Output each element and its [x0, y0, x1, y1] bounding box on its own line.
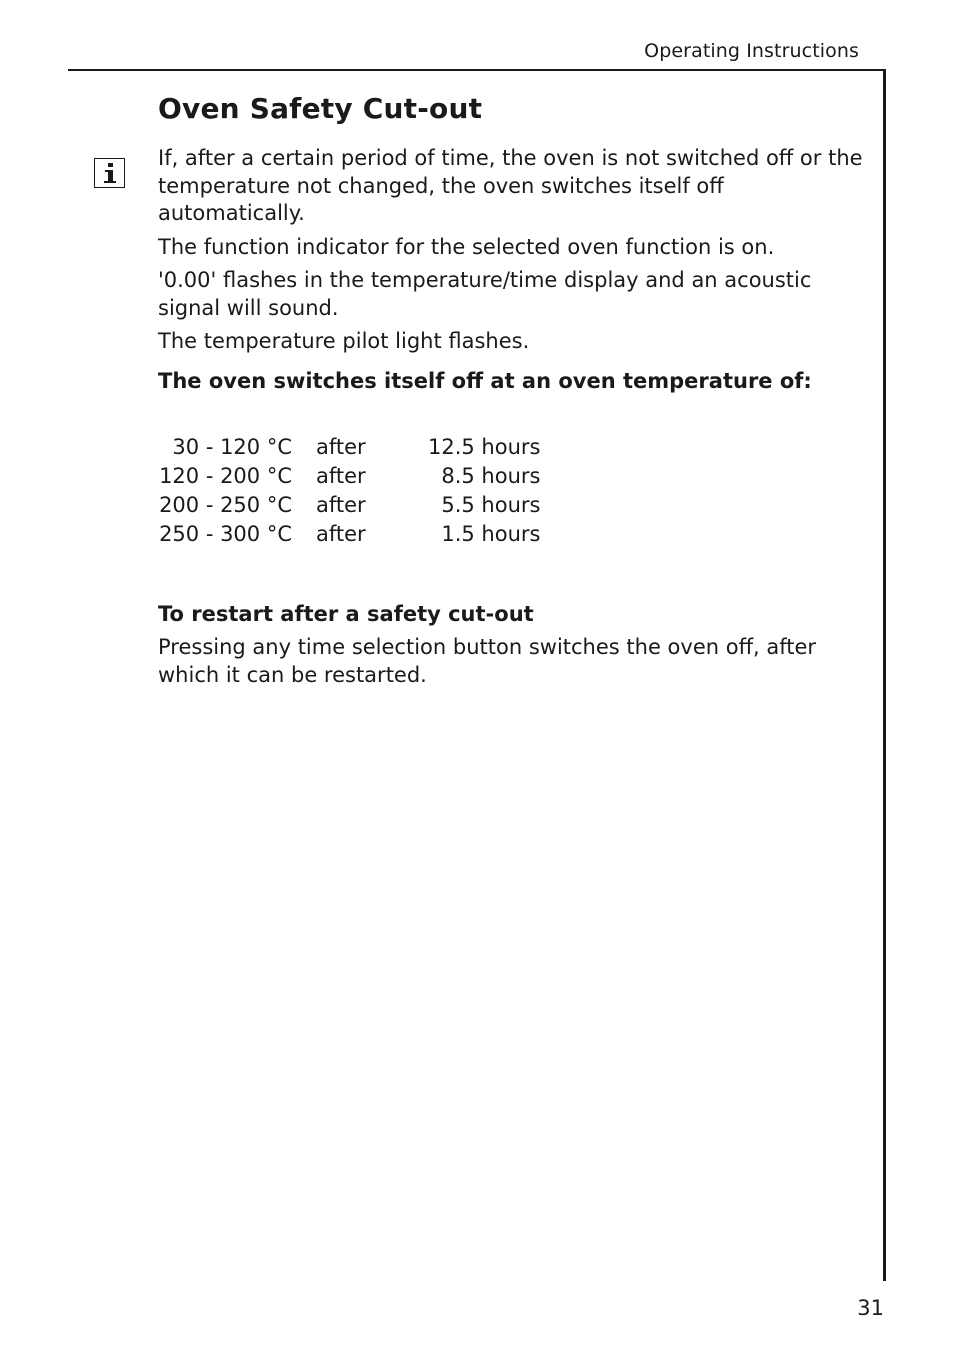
duration: 1.5 hours: [441, 522, 541, 546]
after-label: after: [316, 493, 366, 517]
paragraph-auto-off: If, after a certain period of time, the oven is not switched off or the temperature not changed, the oven switches itself off automatically.: [158, 146, 863, 225]
cutout-table: [158, 433, 540, 549]
duration: 5.5 hours: [441, 493, 541, 517]
paragraph-function-indicator: The function indicator for the selected oven function is on.: [158, 234, 775, 259]
page-number: 31: [857, 1296, 884, 1320]
main-content: [158, 92, 863, 695]
duration: 12.5 hours: [428, 435, 541, 459]
duration: 8.5 hours: [441, 464, 541, 488]
side-rule: [883, 69, 886, 1281]
after-label: after: [316, 435, 366, 459]
after-label: after: [316, 464, 366, 488]
paragraph-pilot-light: The temperature pilot light flashes.: [158, 329, 530, 353]
restart-text: Pressing any time selection button switches the oven off, after which it can be restarted.: [158, 635, 817, 687]
temperature-range: 200 - 250 °C: [159, 493, 292, 517]
running-header: Operating Instructions: [644, 40, 859, 62]
table-row: [158, 462, 540, 491]
header-rule: [68, 69, 886, 71]
after-label: after: [316, 522, 366, 546]
table-row: [158, 520, 540, 549]
restart-heading: To restart after a safety cut-out: [158, 602, 534, 626]
info-icon: [94, 158, 125, 188]
section-title: Oven Safety Cut-out: [158, 92, 483, 125]
table-row: [158, 433, 540, 462]
paragraph-display-flash: '0.00' flashes in the temperature/time display and an acoustic signal will sound.: [158, 268, 812, 320]
table-intro: The oven switches itself off at an oven temperature of:: [158, 368, 812, 393]
info-glyph: [100, 162, 120, 184]
table-row: [158, 491, 540, 520]
temperature-range: 250 - 300 °C: [159, 522, 292, 546]
temperature-range: 30 - 120 °C: [172, 435, 292, 459]
temperature-range: 120 - 200 °C: [159, 464, 292, 488]
